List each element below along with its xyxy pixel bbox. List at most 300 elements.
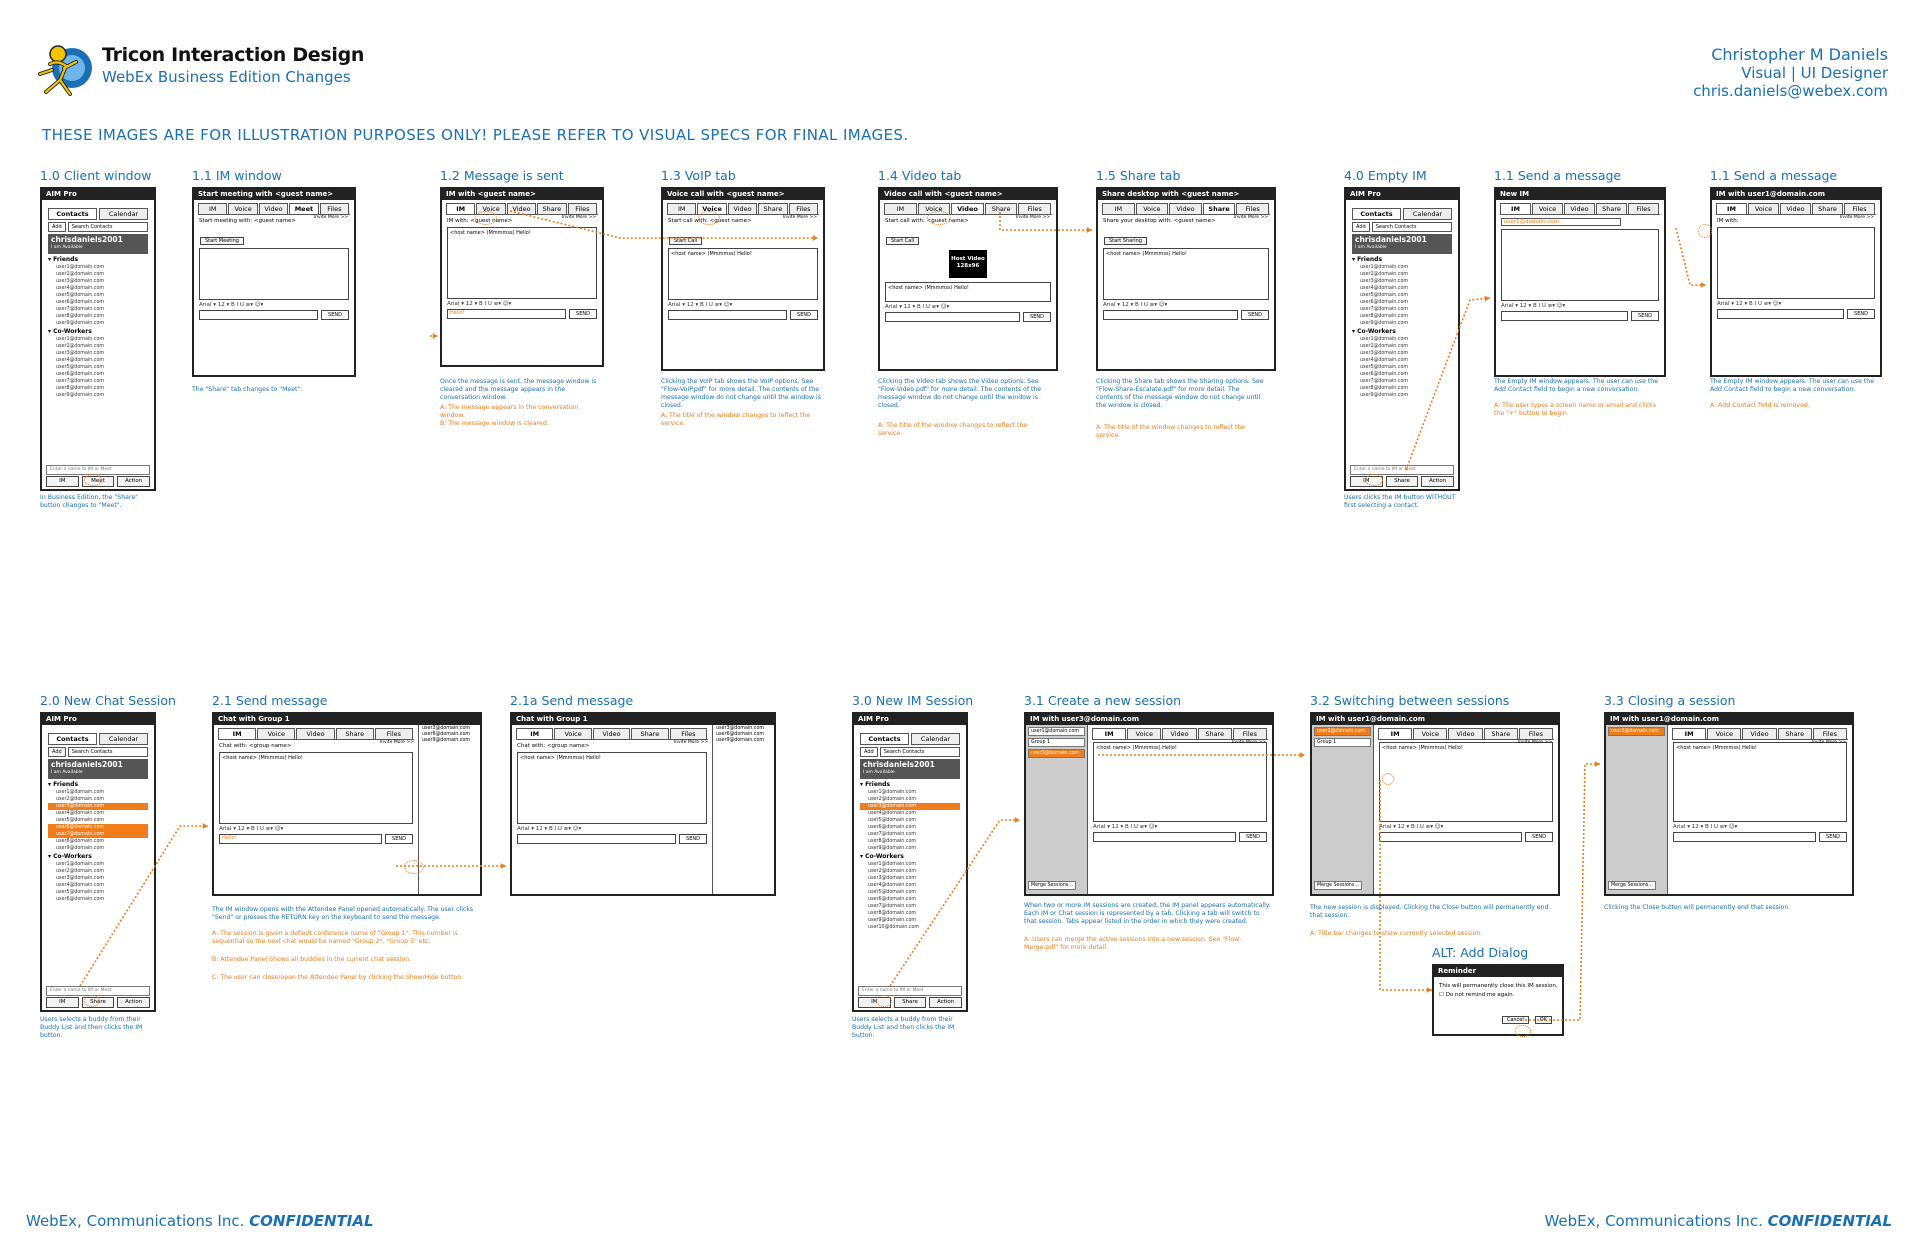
tab-0[interactable]: IM — [1102, 203, 1135, 214]
author-email[interactable]: chris.daniels@webex.com — [1693, 82, 1888, 100]
im-button[interactable]: IM — [1350, 476, 1383, 487]
style-buttons[interactable]: B I U — [1704, 824, 1718, 830]
session-tab[interactable]: Group 1 — [1314, 738, 1371, 747]
send-button[interactable]: SEND — [1819, 832, 1847, 842]
tab-3[interactable]: Share — [631, 728, 668, 739]
buddy-item[interactable]: user8@domain.com — [868, 839, 917, 844]
size-select[interactable]: 12 — [1519, 303, 1527, 309]
merge-sessions-button[interactable]: Merge Sessions... — [1608, 881, 1656, 890]
tab-3[interactable]: Share — [1596, 203, 1627, 214]
annotation-note: A: The message appears in the conversation window. — [440, 404, 579, 419]
buddy-item[interactable]: user1@domain.com — [868, 790, 917, 795]
message-input[interactable] — [885, 312, 1020, 322]
font-select[interactable]: Arial — [517, 826, 530, 832]
font-select[interactable]: Arial — [885, 304, 898, 310]
buddy-item[interactable]: user3@domain.com — [868, 876, 917, 881]
tab-1[interactable]: Voice — [554, 728, 591, 739]
merge-sessions-button[interactable]: Merge Sessions... — [1028, 881, 1076, 890]
buddy-item[interactable]: user7@domain.com — [1360, 379, 1409, 384]
tab-row — [198, 203, 350, 215]
tab-2[interactable]: Video — [1742, 728, 1776, 739]
enter-name-input[interactable]: Enter a name to IM or Meet — [46, 986, 150, 996]
buddy-item[interactable]: user2@domain.com — [56, 272, 105, 277]
search-contacts[interactable]: Search Contacts — [68, 222, 148, 232]
tab-1[interactable]: Voice — [1707, 728, 1741, 739]
invite-more-link[interactable]: Invite More >> — [1015, 215, 1050, 220]
size-select[interactable]: 12 — [1397, 824, 1405, 830]
size-select[interactable]: 12 — [686, 302, 694, 308]
font-select[interactable]: Arial — [1103, 302, 1116, 308]
message-input[interactable] — [668, 310, 787, 320]
tab-4[interactable]: Files — [1844, 203, 1875, 214]
highlight-circle — [927, 211, 951, 225]
tab-4[interactable]: Files — [568, 203, 597, 214]
font-select[interactable]: Arial — [1717, 301, 1730, 307]
invite-more-link[interactable]: Invite More >> — [673, 740, 708, 745]
buddy-item[interactable]: user4@domain.com — [56, 358, 105, 363]
invite-more-link[interactable]: Invite More >> — [782, 215, 817, 220]
add-button[interactable]: Add — [1352, 222, 1370, 232]
buddy-item[interactable]: user4@domain.com — [56, 883, 105, 888]
tab-0[interactable]: IM — [667, 203, 696, 214]
arrow-head — [1087, 227, 1092, 233]
search-contacts[interactable]: Search Contacts — [68, 747, 148, 757]
message-input[interactable] — [1379, 832, 1522, 842]
invite-more-link[interactable]: Invite More >> — [1839, 215, 1874, 220]
style-buttons[interactable]: B I U — [1532, 303, 1546, 309]
annotation-note: A: Users can merge the active sessions into a new session. See "Flow-Merge.pdf" for more detail. — [1024, 936, 1242, 951]
annotation-note: A: The title of the window changes to reflect the service. — [1096, 424, 1246, 439]
buddy-item[interactable]: user1@domain.com — [1360, 337, 1409, 342]
send-row — [1103, 310, 1269, 320]
tab-0[interactable]: IM — [1378, 728, 1412, 739]
tab-row — [1500, 203, 1660, 215]
font-select[interactable]: Arial — [219, 826, 232, 832]
buddy-item[interactable]: user4@domain.com — [1360, 286, 1409, 291]
tab-2[interactable]: Video — [507, 203, 536, 214]
buddy-item[interactable]: user6@domain.com — [48, 824, 148, 831]
tab-1[interactable]: Voice — [1413, 728, 1447, 739]
buddy-item[interactable]: user3@domain.com — [48, 803, 148, 810]
action-button[interactable]: Action — [117, 997, 150, 1008]
add-contact-input[interactable]: user1@domain.com — [1501, 218, 1621, 226]
group-friends[interactable]: ▾ Friends — [1352, 256, 1383, 263]
share-button[interactable]: Share — [1386, 476, 1419, 487]
calendar-tab[interactable]: Calendar — [911, 733, 960, 745]
enter-name-input[interactable]: Enter a name to IM or Meet — [858, 986, 962, 996]
remind-checkbox-row[interactable]: ☐ Do not remind me again. — [1439, 992, 1515, 998]
buddy-item[interactable]: user4@domain.com — [1360, 358, 1409, 363]
user-header — [860, 759, 960, 779]
session-tab[interactable]: Group 1 — [1028, 738, 1085, 747]
tab-4[interactable]: Files — [1018, 203, 1051, 214]
send-button[interactable]: SEND — [1023, 312, 1051, 322]
tab-3[interactable]: Share — [336, 728, 374, 739]
invite-more-link[interactable]: Invite More >> — [1233, 215, 1268, 220]
style-buttons[interactable]: B I U — [1748, 301, 1762, 307]
send-button[interactable]: SEND — [679, 834, 707, 844]
message-input[interactable] — [1717, 309, 1844, 319]
share-button[interactable]: Share — [894, 997, 927, 1008]
invite-more-link[interactable]: Invite More >> — [313, 215, 348, 220]
session-tab[interactable]: user3@domain.com — [1028, 749, 1085, 758]
buddy-item[interactable]: user7@domain.com — [48, 831, 148, 838]
buddy-item[interactable]: user5@domain.com — [868, 818, 917, 823]
buddy-item[interactable]: user2@domain.com — [1360, 272, 1409, 277]
action-button[interactable]: Action — [117, 476, 150, 487]
style-buttons[interactable]: B I U — [916, 304, 930, 310]
style-buttons[interactable]: B I U — [1124, 824, 1138, 830]
tab-1[interactable]: Voice — [1532, 203, 1563, 214]
buddy-item[interactable]: user1@domain.com — [56, 790, 105, 795]
size-select[interactable]: 12 — [217, 302, 225, 308]
tab-1[interactable]: Voice — [228, 203, 257, 214]
tab-3[interactable]: Share — [758, 203, 787, 214]
send-button[interactable]: SEND — [1525, 832, 1553, 842]
buddy-item[interactable]: user6@domain.com — [868, 825, 917, 830]
add-button[interactable]: Add — [860, 747, 878, 757]
tab-4[interactable]: Files — [1628, 203, 1659, 214]
buddy-item[interactable]: user9@domain.com — [1360, 393, 1409, 398]
step-title: 3.1 Create a new session — [1024, 693, 1182, 708]
tab-2[interactable]: Video — [296, 728, 334, 739]
tab-1[interactable]: Voice — [1127, 728, 1161, 739]
tab-1[interactable]: Voice — [257, 728, 295, 739]
tab-4[interactable]: Files — [320, 203, 349, 214]
tab-1[interactable]: Voice — [697, 203, 726, 214]
buddy-item[interactable]: user9@domain.com — [868, 918, 917, 923]
style-buttons[interactable]: B I U — [230, 302, 244, 308]
style-buttons[interactable]: B I U — [699, 302, 713, 308]
buddy-item[interactable]: user5@domain.com — [56, 365, 105, 370]
contacts-tab[interactable]: Contacts — [860, 733, 909, 745]
buddy-item[interactable]: user2@domain.com — [1360, 344, 1409, 349]
style-buttons[interactable]: B I U — [250, 826, 264, 832]
buddy-item[interactable]: user8@domain.com — [868, 911, 917, 916]
tab-4[interactable]: Files — [670, 728, 707, 739]
buddy-item[interactable]: user9@domain.com — [868, 846, 917, 851]
buddy-item[interactable]: user6@domain.com — [56, 897, 105, 902]
tab-3[interactable]: Share — [1778, 728, 1812, 739]
meet-start-button[interactable]: Start Meeting — [200, 237, 244, 245]
message-input[interactable] — [219, 834, 382, 844]
buddy-item[interactable]: user4@domain.com — [868, 883, 917, 888]
font-select[interactable]: Arial — [1379, 824, 1392, 830]
buddy-item[interactable]: user8@domain.com — [56, 839, 105, 844]
send-button[interactable]: SEND — [385, 834, 413, 844]
message-input[interactable] — [447, 309, 566, 319]
font-select[interactable]: Arial — [668, 302, 681, 308]
reminder-dialog — [1432, 964, 1564, 1036]
send-button[interactable]: SEND — [1847, 309, 1875, 319]
buddy-item[interactable]: user5@domain.com — [56, 293, 105, 298]
buddy-item[interactable]: user9@domain.com — [56, 846, 105, 851]
tab-3[interactable]: Share — [1484, 728, 1518, 739]
buddy-item[interactable]: user6@domain.com — [1360, 372, 1409, 377]
typed-text: Hello! — [450, 310, 465, 316]
size-select[interactable]: 12 — [465, 301, 473, 307]
invite-more-link[interactable]: Invite More >> — [1811, 740, 1846, 745]
tab-0[interactable]: IM — [1716, 203, 1747, 214]
tab-4[interactable]: Files — [1233, 728, 1267, 739]
window — [212, 712, 482, 896]
add-button[interactable]: Add — [48, 222, 66, 232]
window — [852, 712, 968, 1012]
tab-0[interactable]: IM — [884, 203, 917, 214]
buddy-item[interactable]: user3@domain.com — [56, 876, 105, 881]
buddy-item[interactable]: user5@domain.com — [56, 818, 105, 823]
invite-more-link[interactable]: Invite More >> — [1231, 740, 1266, 745]
window-title-bar: Start meeting with <guest name> — [194, 189, 354, 200]
tab-0[interactable]: IM — [1500, 203, 1531, 214]
aim-running-man-logo — [36, 40, 98, 102]
im-panel — [1668, 725, 1852, 894]
buddy-item[interactable]: user8@domain.com — [1360, 314, 1409, 319]
font-select[interactable]: Arial — [199, 302, 212, 308]
send-button[interactable]: SEND — [1631, 311, 1659, 321]
im-button[interactable]: IM — [46, 997, 79, 1008]
session-tab[interactable]: user1@domain.com — [1028, 727, 1085, 736]
message-input[interactable] — [1673, 832, 1816, 842]
buddy-item[interactable]: user9@domain.com — [56, 321, 105, 326]
im-button[interactable]: IM — [858, 997, 891, 1008]
window-title-bar: Share desktop with <guest name> — [1098, 189, 1274, 200]
annotation-note: Clicking the Share tab shows the Sharing options. See "Flow-Share-Escalate.pdf" for more detail. The contents of the message window do not change until the window is closed. — [1096, 378, 1264, 409]
voice-start-button[interactable]: Start Call — [669, 237, 702, 245]
buddy-item[interactable]: user9@domain.com — [56, 393, 105, 398]
buddy-item[interactable]: user1@domain.com — [868, 862, 917, 867]
buddy-item[interactable]: user2@domain.com — [56, 344, 105, 349]
group-friends[interactable]: ▾ Friends — [48, 256, 79, 263]
tab-4[interactable]: Files — [789, 203, 818, 214]
format-toolbar: Arial ▾ 12 ▾ B I U ≡▾ ☺▾ — [1103, 302, 1168, 308]
session-panel — [1312, 725, 1374, 894]
session-tab[interactable]: user1@domain.com — [1314, 727, 1371, 736]
group-coworkers[interactable]: ▾ Co-Workers — [860, 853, 904, 860]
tab-2[interactable]: Video — [259, 203, 288, 214]
send-button[interactable]: SEND — [1239, 832, 1267, 842]
tab-2[interactable]: Video — [1162, 728, 1196, 739]
send-button[interactable]: SEND — [321, 310, 349, 320]
calendar-tab[interactable]: Calendar — [99, 208, 148, 220]
client-title-bar: AIM Pro — [42, 189, 154, 200]
calendar-tab[interactable]: Calendar — [99, 733, 148, 745]
share-button[interactable]: Share — [82, 997, 115, 1008]
tab-2[interactable]: Video — [1448, 728, 1482, 739]
font-select[interactable]: Arial — [447, 301, 460, 307]
tab-0[interactable]: IM — [446, 203, 475, 214]
status-text: I am Available — [51, 245, 83, 250]
send-button[interactable]: SEND — [569, 309, 597, 319]
contacts-tab[interactable]: Contacts — [1352, 208, 1401, 220]
action-button[interactable]: Action — [929, 997, 962, 1008]
tab-1[interactable]: Voice — [1136, 203, 1169, 214]
session-tab[interactable]: user1@domain.com — [1608, 727, 1665, 736]
tab-0[interactable]: IM — [218, 728, 256, 739]
invite-more-link[interactable]: Invite More >> — [561, 215, 596, 220]
buddy-item[interactable]: user2@domain.com — [868, 797, 917, 802]
conversation-window — [1501, 229, 1659, 301]
buddy-item[interactable]: user3@domain.com — [1360, 279, 1409, 284]
step-title: 1.1 Send a message — [1494, 168, 1622, 183]
send-button[interactable]: SEND — [1241, 310, 1269, 320]
size-select[interactable]: 12 — [1111, 824, 1119, 830]
message-input[interactable] — [199, 310, 318, 320]
step-s14 — [878, 168, 1058, 371]
buddy-item[interactable]: user5@domain.com — [1360, 365, 1409, 370]
style-buttons[interactable]: B I U — [1410, 824, 1424, 830]
calendar-tab[interactable]: Calendar — [1403, 208, 1452, 220]
tab-0[interactable]: IM — [1672, 728, 1706, 739]
buddy-item[interactable]: user1@domain.com — [56, 337, 105, 342]
with-label-text: Start call with: — [668, 218, 708, 224]
buddy-item[interactable]: user3@domain.com — [1360, 351, 1409, 356]
merge-sessions-button[interactable]: Merge Sessions... — [1314, 881, 1362, 890]
group-friends[interactable]: ▾ Friends — [860, 781, 891, 788]
tab-4[interactable]: Files — [375, 728, 413, 739]
tab-2[interactable]: Video — [1169, 203, 1202, 214]
message-input[interactable] — [1093, 832, 1236, 842]
send-button[interactable]: SEND — [790, 310, 818, 320]
highlight-circle — [84, 995, 100, 1007]
message-input[interactable] — [517, 834, 676, 844]
tab-0[interactable]: IM — [1092, 728, 1126, 739]
tab-3[interactable]: Share — [537, 203, 566, 214]
session-panel — [1606, 725, 1668, 894]
buddy-item[interactable]: user7@domain.com — [56, 307, 105, 312]
message-input[interactable] — [1501, 311, 1628, 321]
buddy-item[interactable]: user6@domain.com — [56, 300, 105, 305]
buddy-item[interactable]: user5@domain.com — [868, 890, 917, 895]
buddy-item[interactable]: user7@domain.com — [1360, 307, 1409, 312]
tab-1[interactable]: Voice — [1748, 203, 1779, 214]
enter-name-input[interactable]: Enter a name to IM or Meet — [1350, 465, 1454, 475]
send-row — [1717, 309, 1875, 319]
size-select[interactable]: 12 — [1735, 301, 1743, 307]
tab-0[interactable]: IM — [198, 203, 227, 214]
tab-2[interactable]: Video — [1780, 203, 1811, 214]
buddy-item[interactable]: user5@domain.com — [1360, 293, 1409, 298]
buddy-item[interactable]: user1@domain.com — [56, 862, 105, 867]
buddy-item[interactable]: user9@domain.com — [1360, 321, 1409, 326]
tab-2[interactable]: Video — [951, 203, 984, 214]
group-friends[interactable]: ▾ Friends — [48, 781, 79, 788]
add-contact-row — [1501, 218, 1659, 226]
tab-4[interactable]: Files — [1236, 203, 1269, 214]
ok-button[interactable]: OK — [1535, 1016, 1552, 1024]
meet-button[interactable]: Meet — [82, 476, 115, 487]
invite-more-link[interactable]: Invite More >> — [379, 740, 414, 745]
buddy-item[interactable]: user2@domain.com — [56, 797, 105, 802]
search-contacts[interactable]: Search Contacts — [1372, 222, 1452, 232]
invite-more-link[interactable]: Invite More >> — [1517, 740, 1552, 745]
contacts-tab[interactable]: Contacts — [48, 208, 97, 220]
window — [1494, 187, 1666, 377]
size-select[interactable]: 12 — [1691, 824, 1699, 830]
style-buttons[interactable]: B I U — [1134, 302, 1148, 308]
buddy-item[interactable]: user5@domain.com — [56, 890, 105, 895]
font-select[interactable]: Arial — [1501, 303, 1514, 309]
buddy-item[interactable]: user6@domain.com — [1360, 300, 1409, 305]
contacts-tab[interactable]: Contacts — [48, 733, 97, 745]
action-button[interactable]: Action — [1421, 476, 1454, 487]
tab-4[interactable]: Files — [1813, 728, 1847, 739]
window — [1344, 187, 1460, 491]
size-select[interactable]: 12 — [535, 826, 543, 832]
tab-0[interactable]: IM — [516, 728, 553, 739]
arrow-head — [1015, 817, 1020, 823]
buddy-item[interactable]: user8@domain.com — [1360, 386, 1409, 391]
enter-name-input[interactable]: Enter a name to IM or Meet — [46, 465, 150, 475]
buddy-item[interactable]: user4@domain.com — [56, 811, 105, 816]
buddy-item[interactable]: user2@domain.com — [56, 869, 105, 874]
buddy-item[interactable]: user6@domain.com — [56, 372, 105, 377]
buddy-item[interactable]: user7@domain.com — [56, 379, 105, 384]
chat-panel — [512, 725, 712, 894]
tab-1[interactable]: Voice — [918, 203, 951, 214]
tab-3[interactable]: Meet — [289, 203, 318, 214]
style-buttons[interactable]: B I U — [478, 301, 492, 307]
buddy-item[interactable]: user7@domain.com — [868, 904, 917, 909]
conversation-window — [517, 752, 707, 824]
im-button[interactable]: IM — [46, 476, 79, 487]
style-buttons[interactable]: B I U — [548, 826, 562, 832]
message-line: <host name> (Mmmmss) Hello! — [888, 285, 969, 291]
group-coworkers[interactable]: ▾ Co-Workers — [1352, 328, 1396, 335]
buddy-item[interactable]: user4@domain.com — [868, 811, 917, 816]
buddy-item[interactable]: user8@domain.com — [56, 386, 105, 391]
font-select[interactable]: Arial — [1673, 824, 1686, 830]
client-footer — [858, 997, 962, 1008]
buddy-item[interactable]: user3@domain.com — [860, 803, 960, 810]
client-tabs — [860, 733, 960, 745]
tab-2[interactable]: Video — [728, 203, 757, 214]
share-start-button[interactable]: Start Sharing — [1104, 237, 1147, 245]
size-select[interactable]: 12 — [1121, 302, 1129, 308]
cancel-button[interactable]: Cancel — [1502, 1016, 1529, 1024]
tab-3[interactable]: Share — [985, 203, 1018, 214]
buddy-item[interactable]: user2@domain.com — [868, 869, 917, 874]
buddy-item[interactable]: user10@domain.com — [868, 925, 920, 930]
add-button[interactable]: Add — [48, 747, 66, 757]
tab-2[interactable]: Video — [593, 728, 630, 739]
buddy-item[interactable]: user1@domain.com — [1360, 265, 1409, 270]
buddy-item[interactable]: user3@domain.com — [56, 351, 105, 356]
size-select[interactable]: 12 — [903, 304, 911, 310]
search-contacts[interactable]: Search Contacts — [880, 747, 960, 757]
buddy-item[interactable]: user8@domain.com — [56, 314, 105, 319]
buddy-item[interactable]: user6@domain.com — [868, 897, 917, 902]
tab-2[interactable]: Video — [1564, 203, 1595, 214]
highlight-circle — [1698, 224, 1712, 238]
buddy-item[interactable]: user1@domain.com — [56, 265, 105, 270]
tab-1[interactable]: Voice — [476, 203, 505, 214]
group-coworkers[interactable]: ▾ Co-Workers — [48, 328, 92, 335]
buddy-item[interactable]: user7@domain.com — [868, 832, 917, 837]
tab-3[interactable]: Share — [1198, 728, 1232, 739]
tab-3[interactable]: Share — [1203, 203, 1236, 214]
tab-3[interactable]: Share — [1812, 203, 1843, 214]
font-select[interactable]: Arial — [1093, 824, 1106, 830]
conversation-window — [885, 282, 1051, 302]
group-coworkers[interactable]: ▾ Co-Workers — [48, 853, 92, 860]
size-select[interactable]: 12 — [237, 826, 245, 832]
tab-4[interactable]: Files — [1519, 728, 1553, 739]
message-input[interactable] — [1103, 310, 1238, 320]
buddy-item[interactable]: user3@domain.com — [56, 279, 105, 284]
buddy-item[interactable]: user4@domain.com — [56, 286, 105, 291]
video-start-button[interactable]: Start Call — [886, 237, 919, 245]
